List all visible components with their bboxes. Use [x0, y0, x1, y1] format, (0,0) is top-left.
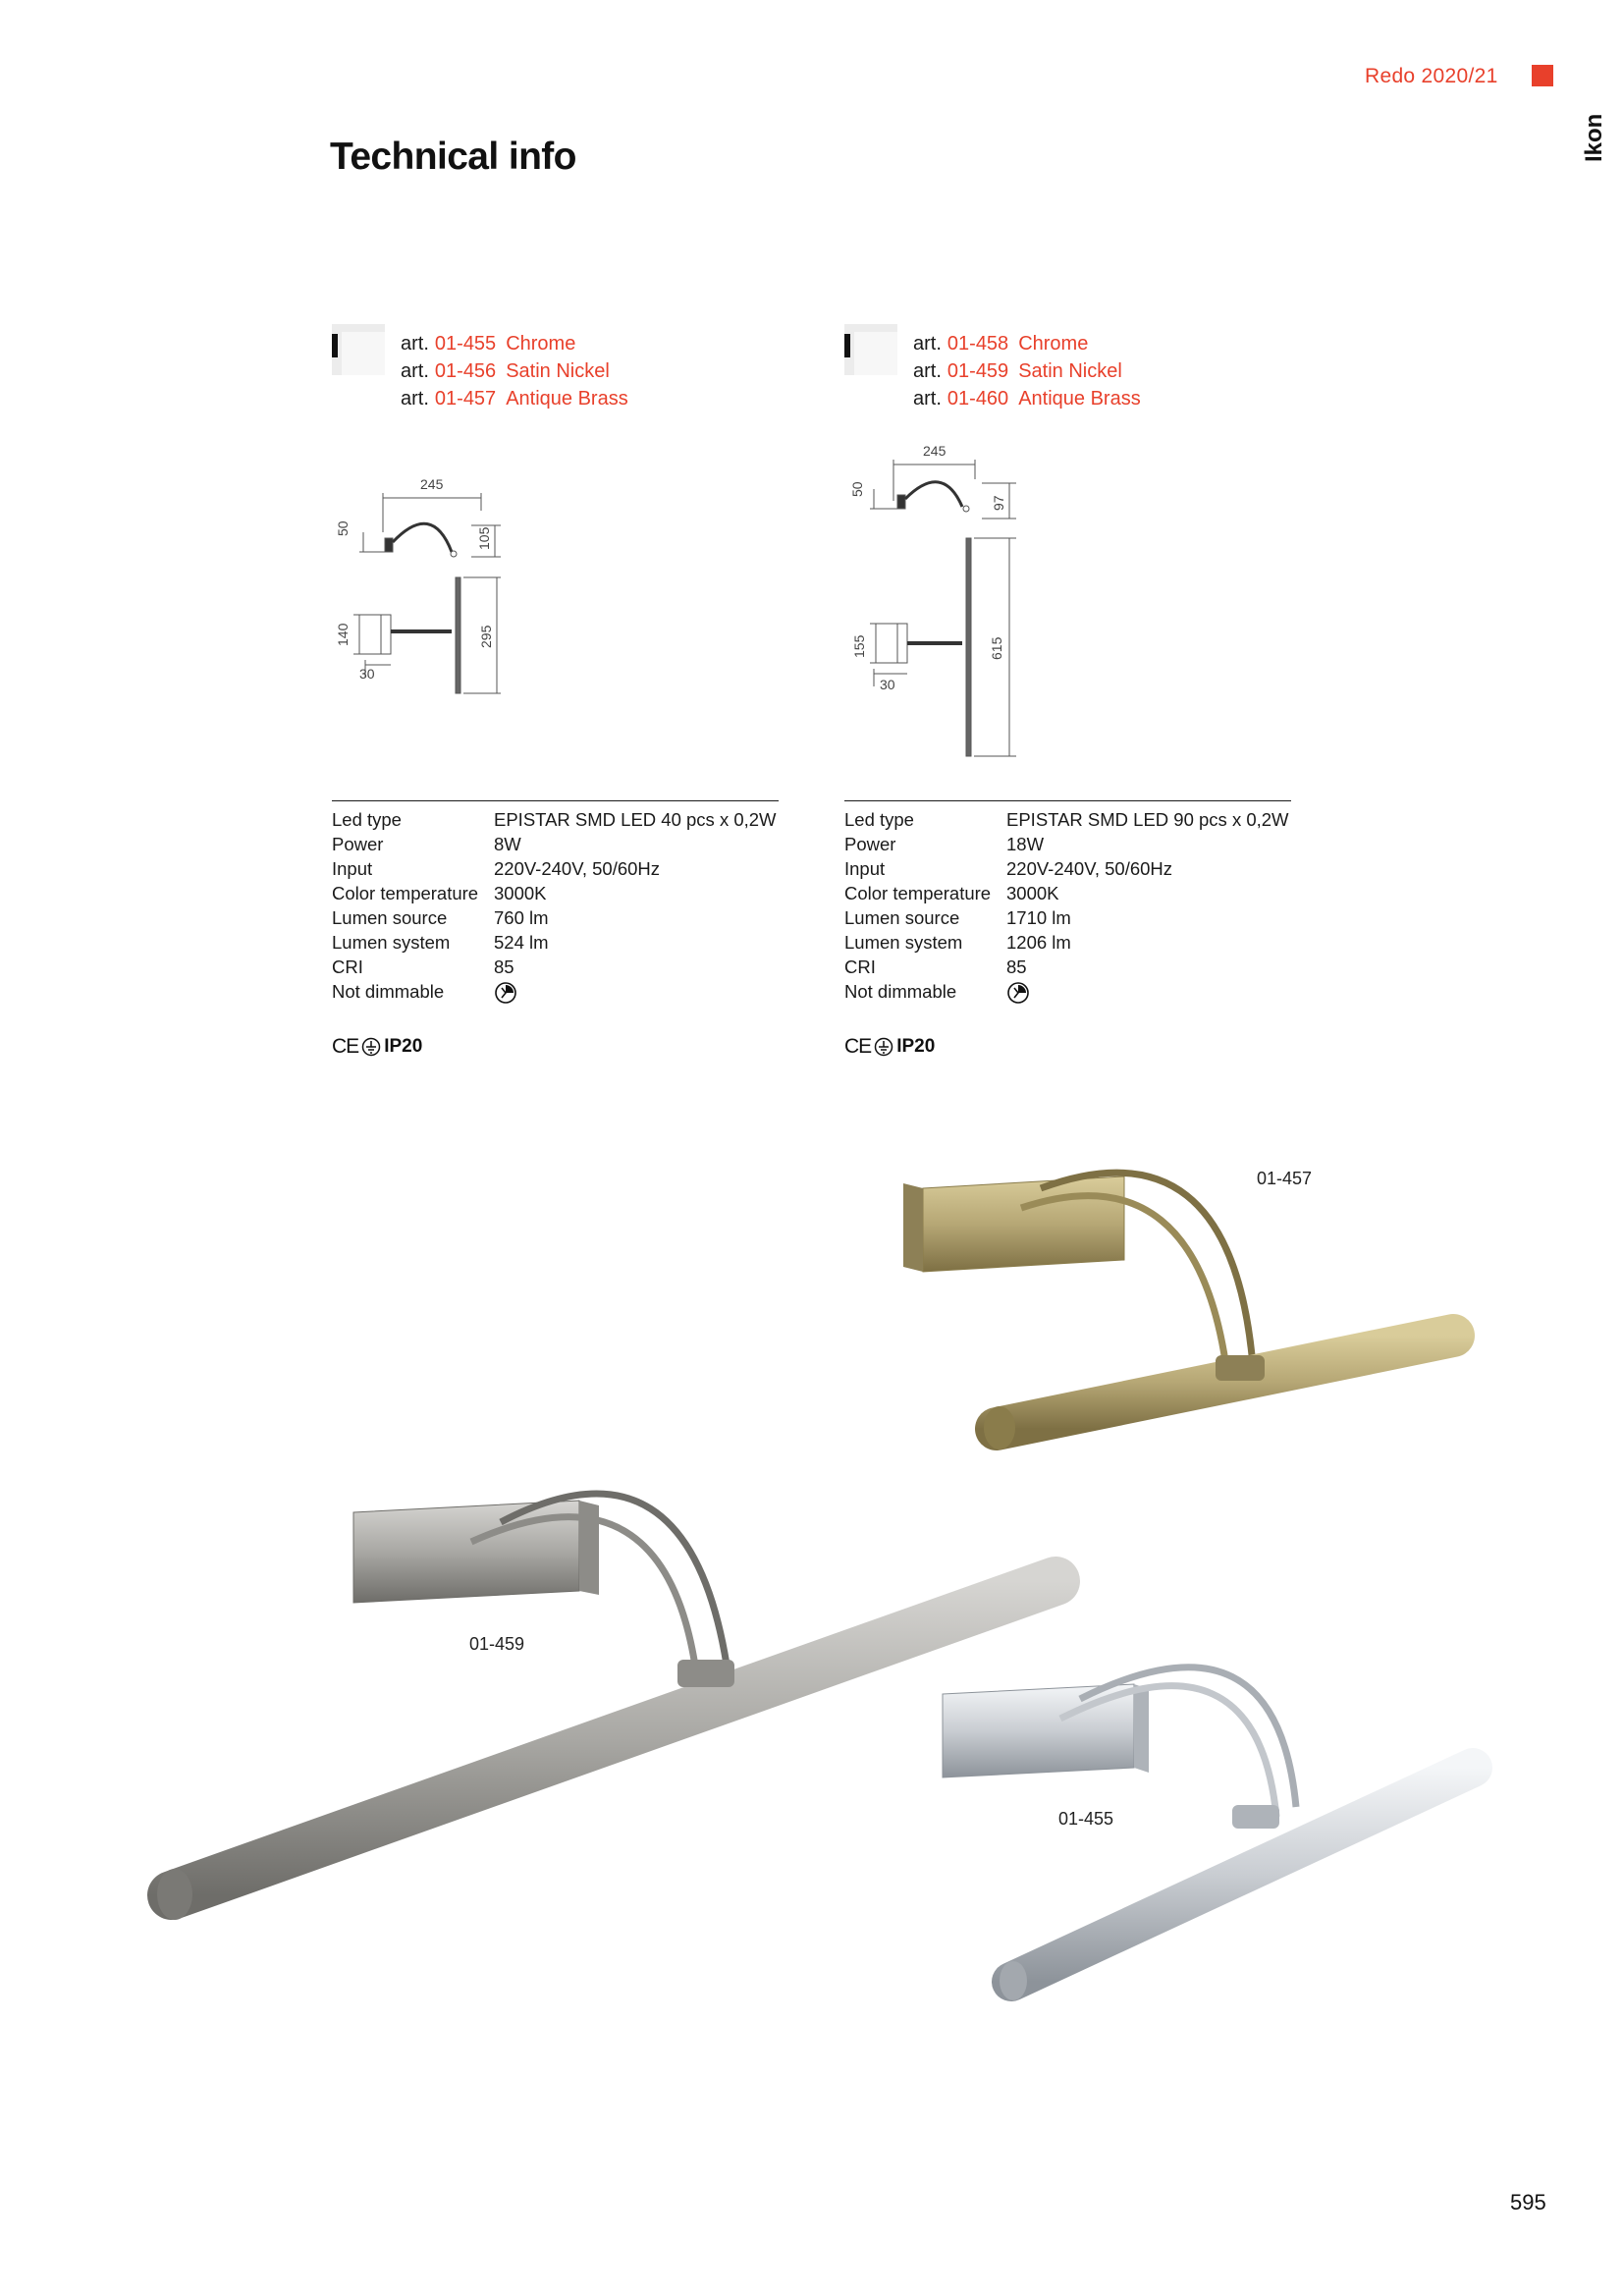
spec-row: Not dimmable — [844, 979, 1291, 1005]
spec-row: Power 18W — [844, 834, 1045, 854]
spec-row: Input 220V-240V, 50/60Hz — [844, 858, 1173, 879]
dim-width: 245 — [420, 476, 444, 492]
dim-arc-height: 97 — [991, 495, 1006, 511]
certification-marks — [332, 1035, 422, 1059]
catalog-edition: Redo 2020/21 — [1365, 65, 1498, 87]
article-row: art. 01-456 Satin Nickel — [401, 360, 610, 382]
lamp-photo-nickel — [157, 1494, 1055, 1920]
ce-mark: CE — [332, 1035, 359, 1058]
article-row: art. 01-455 Chrome — [401, 333, 576, 355]
page-number: 595 — [1510, 2190, 1546, 2214]
spec-row: Led type EPISTAR SMD LED 40 pcs x 0,2W — [332, 809, 777, 830]
spec-row: Color temperature 3000K — [844, 883, 1059, 903]
not-dimmable-icon — [1006, 981, 1030, 1005]
photo-caption: 01-457 — [1257, 1169, 1313, 1188]
ip-rating: IP20 — [896, 1036, 936, 1057]
spec-row: Input 220V-240V, 50/60Hz — [332, 858, 661, 879]
spec-row: Color temperature 3000K — [332, 883, 547, 903]
spec-row: Power 8W — [332, 834, 521, 854]
section-tab: Ikon — [1581, 113, 1607, 162]
article-row: art. 01-458 Chrome — [913, 333, 1089, 355]
article-row: art. 01-459 Satin Nickel — [913, 360, 1122, 382]
certification-marks — [844, 1035, 935, 1059]
spec-row: Lumen system 524 lm — [332, 932, 549, 953]
product-photo-collage — [0, 1129, 1623, 2013]
article-list — [913, 330, 1141, 412]
dim-length: 295 — [478, 625, 494, 648]
dim-width: 245 — [923, 443, 947, 459]
dim-length: 615 — [989, 636, 1004, 660]
dimension-drawing — [324, 471, 520, 707]
dim-top-height: 50 — [849, 481, 865, 497]
dim-depth: 30 — [880, 677, 895, 692]
mounting-type-icon — [844, 324, 897, 375]
spec-row: Not dimmable — [332, 979, 779, 1005]
dim-depth: 30 — [359, 666, 375, 682]
spec-row: Lumen system 1206 lm — [844, 932, 1071, 953]
earth-ground-icon — [874, 1037, 893, 1057]
earth-ground-icon — [361, 1037, 381, 1057]
spec-row: CRI 85 — [332, 957, 514, 977]
spec-row: Lumen source 760 lm — [332, 907, 549, 928]
dimension-drawing — [844, 432, 1041, 766]
page-title: Technical info — [330, 136, 576, 178]
article-list — [401, 330, 628, 412]
spec-table — [332, 800, 779, 1005]
dim-base-height: 155 — [851, 634, 867, 658]
dim-base-height: 140 — [335, 623, 351, 646]
spec-row: Lumen source 1710 lm — [844, 907, 1071, 928]
spec-table — [844, 800, 1291, 1005]
article-row: art. 01-457 Antique Brass — [401, 388, 628, 410]
dim-top-height: 50 — [335, 520, 351, 536]
spec-row: CRI 85 — [844, 957, 1027, 977]
dim-arc-height: 105 — [476, 526, 492, 550]
ip-rating: IP20 — [384, 1036, 423, 1057]
photo-caption: 01-455 — [1058, 1809, 1114, 1829]
mounting-type-icon — [332, 324, 385, 375]
ce-mark: CE — [844, 1035, 872, 1058]
article-row: art. 01-460 Antique Brass — [913, 388, 1141, 410]
lamp-photo-chrome — [943, 1667, 1473, 2000]
spec-row: Led type EPISTAR SMD LED 90 pcs x 0,2W — [844, 809, 1289, 830]
brand-square-icon — [1532, 65, 1553, 86]
not-dimmable-icon — [494, 981, 517, 1005]
photo-caption: 01-459 — [469, 1634, 525, 1654]
lamp-photo-brass — [903, 1173, 1453, 1449]
